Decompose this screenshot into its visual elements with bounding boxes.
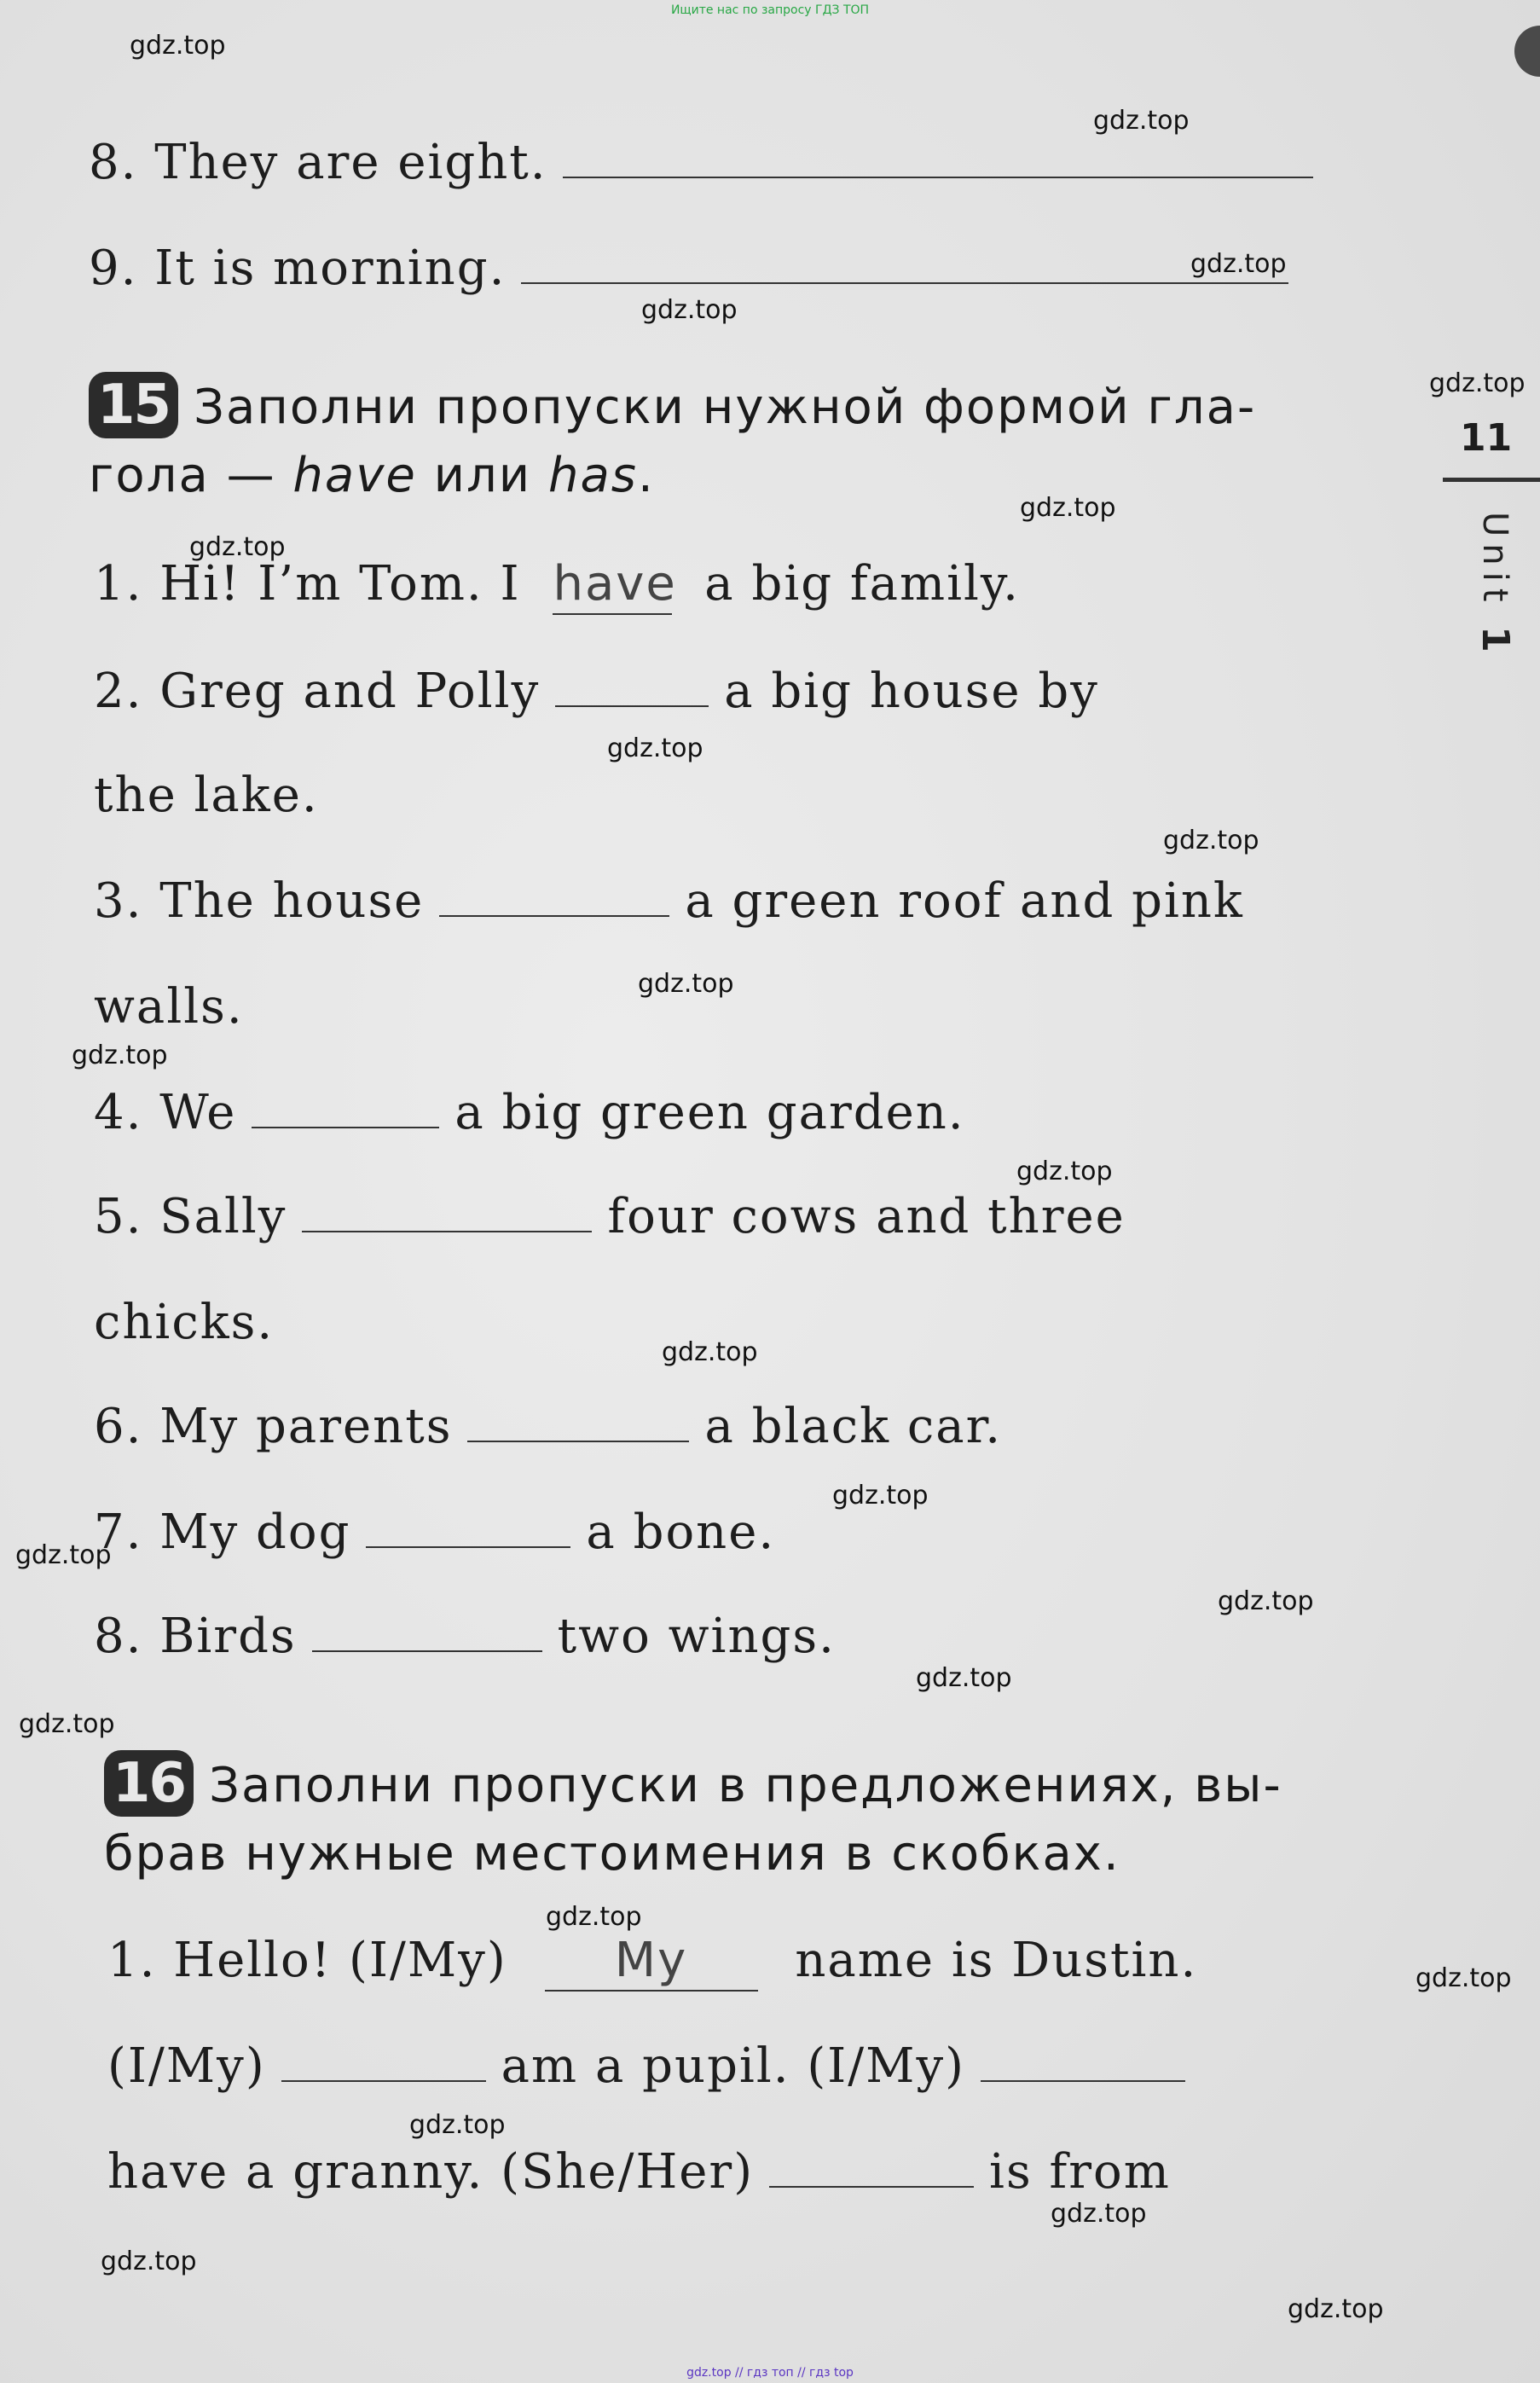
task16-line-3: have a granny. (She/Her) is from [107,2144,1171,2200]
answer-blank [281,2079,486,2082]
answer-blank [252,1126,439,1128]
handwritten-answer: My [545,1937,758,1992]
watermark: gdz.top [1288,2294,1384,2324]
watermark: gdz.top [832,1481,929,1510]
watermark: gdz.top [1016,1157,1113,1186]
task15-sentence-8: 8. Birds two wings. [94,1609,836,1664]
watermark: gdz.top [1020,493,1116,523]
task15-sentence-2: 2. Greg and Polly a big house by [94,664,1099,719]
watermark: gdz.top [916,1663,1012,1693]
task15-sentence-5: 5. Sally four cows and three [94,1189,1126,1244]
watermark: gdz.top [662,1337,758,1367]
task15-sentence-5-cont: chicks. [94,1295,275,1350]
task-number-badge: 15 [89,372,178,438]
watermark: gdz.top [1190,249,1287,279]
answer-blank [563,176,1313,178]
watermark: gdz.top [1093,106,1190,136]
answer-blank [555,704,709,707]
task15-sentence-4: 4. We a big green garden. [94,1085,965,1140]
answer-blank [312,1650,542,1652]
watermark: gdz.top [189,532,286,562]
prev-sentence-9: 9. It is morning. [89,241,1304,296]
watermark: gdz.top [19,1709,115,1739]
watermark: gdz.top [130,31,226,61]
watermark: gdz.top [72,1041,168,1070]
task16-line-1: 1. Hello! (I/My) My name is Dustin. [107,1933,1197,1992]
watermark: gdz.top [641,295,738,325]
prev-sentence-8: 8. They are eight. [89,135,1329,190]
answer-blank [439,914,669,917]
page-number-rule [1443,478,1540,482]
answer-blank [366,1545,570,1548]
watermark: gdz.top [101,2247,197,2276]
watermark: gdz.top [1051,2199,1147,2229]
task-16-heading: 16 Заполни пропуски в предложениях, вы- брав нужные местоимения в скобках. [104,1752,1282,1881]
watermark: gdz.top [1416,1963,1512,1993]
task15-sentence-1: 1. Hi! I’m Tom. I have a big family. [94,556,1020,615]
unit-label: Unit 1 [1473,512,1517,659]
watermark: gdz.top [1163,826,1259,855]
page-number: 11 [1460,416,1513,460]
task15-sentence-7: 7. My dog a bone. [94,1505,776,1560]
task15-sentence-2-cont: the lake. [94,768,319,823]
answer-blank [302,1230,592,1232]
watermark: gdz.top [607,733,703,763]
task16-line-2: (I/My) am a pupil. (I/My) [107,2038,1201,2094]
watermark: gdz.top [638,969,734,999]
watermark: gdz.top [1218,1586,1314,1616]
watermark: gdz.top [546,1902,642,1932]
watermark: gdz.top [15,1540,112,1570]
bottom-note: gdz.top // гдз топ // гдз top [686,2366,854,2380]
handwritten-answer: have [553,560,672,615]
task15-sentence-3: 3. The house a green roof and pink [94,873,1244,929]
task15-sentence-6: 6. My parents a black car. [94,1399,1003,1454]
answer-blank [521,281,1288,284]
page-corner-mark [1514,26,1540,77]
top-note: Ищите нас по запросу ГДЗ ТОП [670,3,870,17]
watermark: gdz.top [409,2110,506,2140]
answer-blank [981,2079,1185,2082]
task-15-heading: 15 Заполни пропуски нужной формой гла- гола — have или has. [89,374,1257,503]
answer-blank [769,2185,974,2188]
task15-sentence-3-cont: walls. [94,979,244,1035]
answer-blank [467,1440,689,1442]
watermark: gdz.top [1429,368,1526,398]
task-number-badge: 16 [104,1750,194,1817]
